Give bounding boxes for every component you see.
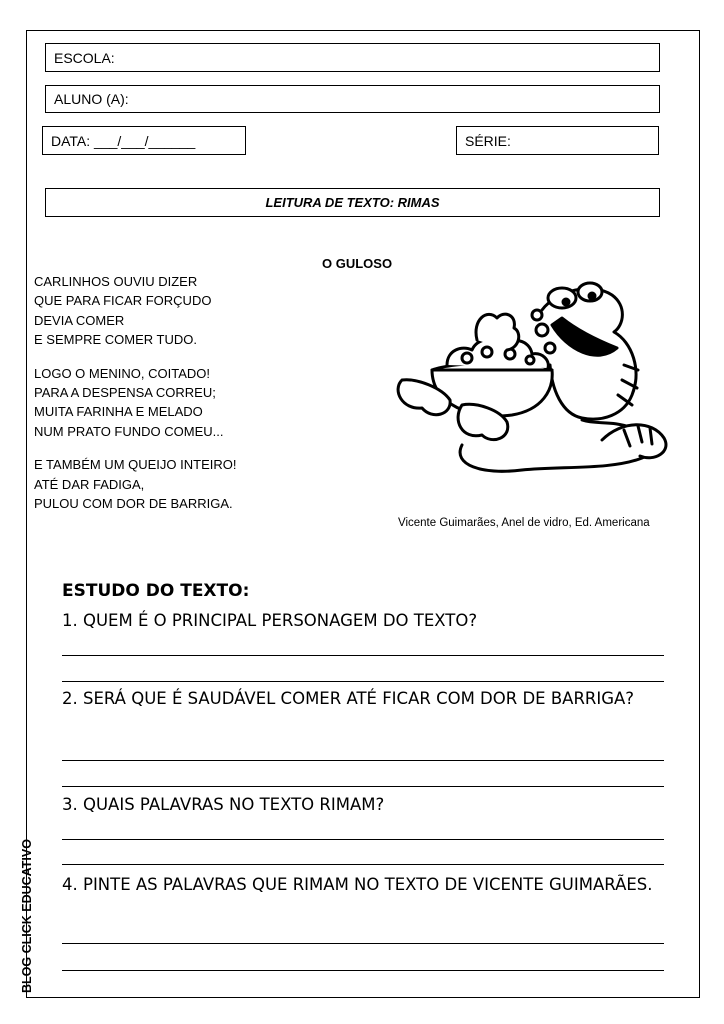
answer-line[interactable] xyxy=(62,655,664,656)
answer-line[interactable] xyxy=(62,839,664,840)
answer-line[interactable] xyxy=(62,681,664,682)
answer-line[interactable] xyxy=(62,760,664,761)
data-label: DATA: ___/___/______ xyxy=(51,132,196,149)
question-3: 3. QUAIS PALAVRAS NO TEXTO RIMAM? xyxy=(62,795,385,814)
poem-line: ATÉ DAR FADIGA, xyxy=(34,476,145,492)
poem-stanza-3 xyxy=(34,455,236,513)
poem-line: NUM PRATO FUNDO COMEU... xyxy=(34,423,224,439)
poem-stanza-2 xyxy=(34,364,236,442)
question-2: 2. SERÁ QUE É SAUDÁVEL COMER ATÉ FICAR COM DOR DE BARRIGA? xyxy=(62,689,635,708)
answer-line[interactable] xyxy=(62,786,664,787)
escola-field[interactable] xyxy=(45,43,660,72)
poem-title: O GULOSO xyxy=(322,256,393,271)
data-field[interactable] xyxy=(42,126,246,155)
poem-line: E SEMPRE COMER TUDO. xyxy=(34,332,198,348)
poem-text xyxy=(34,272,236,527)
question-1: 1. QUEM É O PRINCIPAL PERSONAGEM DO TEXTO? xyxy=(62,611,478,630)
poem-line: CARLINHOS OUVIU DIZER xyxy=(34,274,198,289)
poem-line: PULOU COM DOR DE BARRIGA. xyxy=(34,496,233,512)
poem-line: E TAMBÉM UM QUEIJO INTEIRO! xyxy=(34,457,237,473)
question-4: 4. PINTE AS PALAVRAS QUE RIMAM NO TEXTO DE VICENTE GUIMARÃES. xyxy=(62,875,653,894)
poem-stanza-1 xyxy=(34,272,236,350)
poem-credit: Vicente Guimarães, Anel de vidro, Ed. Americana xyxy=(398,517,650,529)
activity-title-box xyxy=(45,188,660,217)
poem-line: MUITA FARINHA E MELADO xyxy=(34,404,203,420)
aluno-label: ALUNO (A): xyxy=(54,91,129,107)
answer-line[interactable] xyxy=(62,970,664,971)
study-heading: ESTUDO DO TEXTO: xyxy=(62,581,250,601)
poem-line: PARA A DESPENSA CORREU; xyxy=(34,385,216,401)
activity-title: LEITURA DE TEXTO: RIMAS xyxy=(265,195,440,210)
aluno-field[interactable] xyxy=(45,85,660,113)
side-label: BLOG CLICK EDUCATIVO xyxy=(20,839,34,993)
answer-line[interactable] xyxy=(62,864,664,865)
serie-field[interactable] xyxy=(456,126,659,155)
answer-line[interactable] xyxy=(62,943,664,944)
escola-label: ESCOLA: xyxy=(54,49,115,66)
garfield-eating-icon xyxy=(392,270,692,485)
poem-line: LOGO O MENINO, COITADO! xyxy=(34,365,210,381)
poem-line: DEVIA COMER xyxy=(34,312,125,328)
serie-label: SÉRIE: xyxy=(465,132,511,149)
poem-line: QUE PARA FICAR FORÇUDO xyxy=(34,293,212,309)
